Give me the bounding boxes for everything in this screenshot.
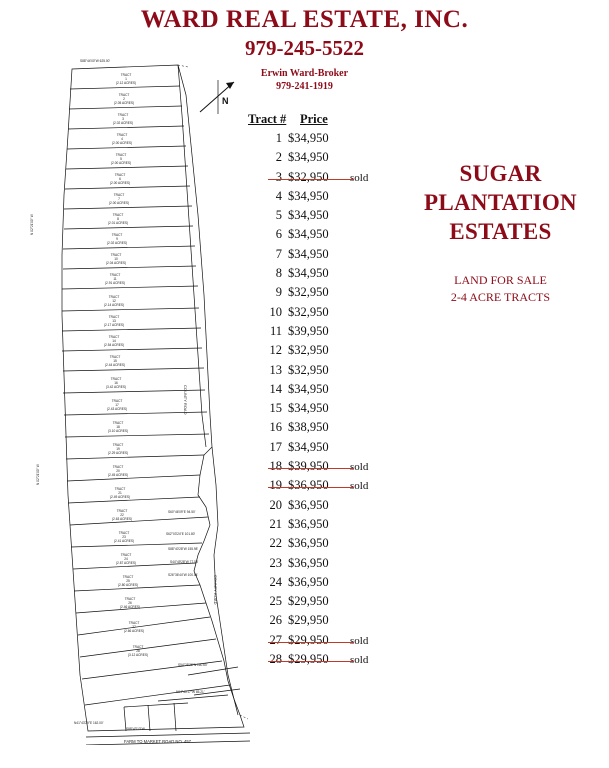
map-tract-word: TRACT xyxy=(110,253,122,257)
price-row xyxy=(248,517,398,536)
price-row-price: $29,950 xyxy=(288,632,329,647)
subdivision-subtitle-line1: LAND FOR SALE xyxy=(454,273,547,287)
map-callout: S44°49'28"W 77.54' xyxy=(170,560,199,564)
price-row xyxy=(248,536,398,555)
plat-map xyxy=(28,55,253,745)
price-row xyxy=(248,343,398,362)
subdivision-title-line2: PLANTATION xyxy=(424,189,577,215)
map-tract-word: TRACT xyxy=(113,193,125,197)
map-tract-acres: (2.17 ACRES) xyxy=(104,323,125,327)
map-tract-number: 16 xyxy=(114,381,118,385)
map-tract-number: 15 xyxy=(113,359,117,363)
map-tract-acres: (2.46 ACRES) xyxy=(120,605,141,609)
sold-label: sold xyxy=(350,480,369,493)
map-tract-word: TRACT xyxy=(112,465,124,469)
map-tract-acres: (2.05 ACRES) xyxy=(114,101,135,105)
map-tract-label xyxy=(108,213,128,225)
sold-label: sold xyxy=(350,461,369,474)
map-tract-number: 22 xyxy=(120,513,124,517)
map-callout: S62°03'24"E 101.80' xyxy=(166,532,196,536)
price-row-tract: 7 xyxy=(275,246,282,261)
sold-strikethrough xyxy=(268,179,354,180)
price-table xyxy=(248,112,398,671)
price-row xyxy=(248,363,398,382)
price-row-price: $39,950 xyxy=(288,459,329,474)
subdivision-title-line3: ESTATES xyxy=(449,218,552,244)
map-tract-word: TRACT xyxy=(108,335,120,339)
map-tract-number: 20 xyxy=(116,469,120,473)
map-tract-number: 24 xyxy=(124,557,128,561)
map-tract-number: 8 xyxy=(117,217,119,221)
price-row-tract: 16 xyxy=(269,420,282,435)
map-bearing-bottom-mid: S88°43'13"W xyxy=(126,727,145,731)
map-tract-number: 6 xyxy=(119,177,121,181)
map-tract-label xyxy=(108,421,128,433)
price-row-tract: 8 xyxy=(275,266,282,281)
price-row-price: $36,950 xyxy=(288,574,329,589)
map-tract-word: TRACT xyxy=(111,399,123,403)
map-tract-number: 3 xyxy=(122,117,124,121)
price-row-tract: 27 xyxy=(269,632,282,647)
map-tract-word: TRACT xyxy=(132,645,144,649)
map-tract-acres: (2.01 ACRES) xyxy=(108,221,129,225)
map-tract-label xyxy=(128,645,148,657)
price-row-tract: 25 xyxy=(269,594,282,609)
broker-phone: 979-241-1919 xyxy=(276,81,333,92)
map-tract-acres: (2.66 ACRES) xyxy=(124,629,145,633)
map-tract-label xyxy=(112,133,132,145)
map-tract-acres: (2.45 ACRES) xyxy=(108,473,129,477)
map-tract-word: TRACT xyxy=(114,487,126,491)
map-tract-label xyxy=(108,465,128,477)
map-tract-word: TRACT xyxy=(108,315,120,319)
price-row-tract: 13 xyxy=(269,362,282,377)
price-row xyxy=(248,324,398,343)
map-tract-word: TRACT xyxy=(114,173,126,177)
price-row xyxy=(248,556,398,575)
price-row-tract: 3 xyxy=(275,169,282,184)
map-tract-acres: (3.10 ACRES) xyxy=(108,429,129,433)
map-tract-number: 23 xyxy=(122,535,126,539)
price-row-price: $38,950 xyxy=(288,420,329,435)
sold-strikethrough xyxy=(268,468,354,469)
map-tract-number: 26 xyxy=(128,601,132,605)
price-row xyxy=(248,498,398,517)
map-tract-acres: (2.00 ACRES) xyxy=(112,141,133,145)
map-tract-acres: (2.02 ACRES) xyxy=(107,241,128,245)
map-tract-acres: (2.63 ACRES) xyxy=(112,517,133,521)
map-tract-label xyxy=(105,355,125,367)
map-tract-number: 19 xyxy=(116,447,120,451)
map-tract-label xyxy=(104,295,124,307)
map-tract-acres: (2.04 ACRES) xyxy=(106,261,127,265)
map-callout: S88°40'28"W 155.98' xyxy=(168,547,199,551)
map-tract-label xyxy=(108,443,128,455)
price-row-tract: 1 xyxy=(275,131,282,145)
price-row-tract: 26 xyxy=(269,613,282,628)
map-tract-acres: (2.87 ACRES) xyxy=(116,561,137,565)
price-row-price: $34,950 xyxy=(288,266,329,281)
price-row xyxy=(248,266,398,285)
map-tract-label xyxy=(107,399,127,411)
price-row xyxy=(248,285,398,304)
map-tract-word: TRACT xyxy=(118,531,130,535)
map-tract-word: TRACT xyxy=(112,421,124,425)
price-row xyxy=(248,652,398,671)
price-row xyxy=(248,382,398,401)
sold-strikethrough xyxy=(268,487,354,488)
price-row-tract: 28 xyxy=(269,652,282,667)
map-tract-word: TRACT xyxy=(110,377,122,381)
map-tract-label xyxy=(120,597,140,609)
price-row-price: $29,950 xyxy=(288,613,329,628)
map-tract-number: 17 xyxy=(115,403,119,407)
price-row xyxy=(248,305,398,324)
subdivision-title-line1: SUGAR xyxy=(459,161,542,186)
price-row-price: $36,950 xyxy=(288,497,329,512)
map-tract-acres: (2.29 ACRES) xyxy=(108,451,129,455)
sold-label: sold xyxy=(350,654,369,667)
price-row-tract: 20 xyxy=(269,497,282,512)
map-tract-acres: (2.43 ACRES) xyxy=(107,407,128,411)
price-row-tract: 9 xyxy=(275,285,282,300)
map-tract-acres: (2.00 ACRES) xyxy=(111,161,132,165)
price-row-tract: 22 xyxy=(269,536,282,551)
price-row xyxy=(248,401,398,420)
map-road-label-bottom: FARM TO MARKET ROAD NO. 457 xyxy=(124,739,192,744)
price-row-tract: 14 xyxy=(269,381,282,396)
north-label: N xyxy=(222,96,229,106)
map-tract-word: TRACT xyxy=(116,133,128,137)
map-tract-word: TRACT xyxy=(118,93,130,97)
map-tract-word: TRACT xyxy=(117,113,129,117)
map-tract-number: 1 xyxy=(125,77,127,81)
price-row xyxy=(248,170,398,189)
map-tract-word: TRACT xyxy=(109,355,121,359)
map-tract-label xyxy=(107,233,127,245)
price-row xyxy=(248,131,398,150)
map-tract-label xyxy=(114,93,134,105)
map-tract-label xyxy=(114,531,134,543)
price-row xyxy=(248,420,398,439)
map-tract-label xyxy=(106,377,126,389)
price-row xyxy=(248,227,398,246)
map-tract-acres: (2.12 ACRES) xyxy=(116,81,137,85)
subdivision-subtitle-line2: 2-4 ACRE TRACTS xyxy=(450,289,551,304)
price-table-body xyxy=(248,131,398,671)
subdivision-subtitle xyxy=(398,272,603,306)
map-tract-acres: (2.80 ACRES) xyxy=(118,583,139,587)
price-row xyxy=(248,633,398,652)
price-row-tract: 5 xyxy=(275,208,282,223)
price-row-tract: 4 xyxy=(275,188,282,203)
map-tract-number: 7 xyxy=(118,197,120,201)
map-bearing-bottom-left: N41°43'29"E 162.00' xyxy=(74,721,104,725)
map-tract-label xyxy=(113,113,133,125)
map-tract-word: TRACT xyxy=(109,273,121,277)
map-tract-word: TRACT xyxy=(120,553,132,557)
map-tract-label xyxy=(116,553,136,565)
company-name: WARD REAL ESTATE, INC. xyxy=(140,6,469,33)
map-tract-label xyxy=(110,487,130,499)
price-row xyxy=(248,459,398,478)
price-row-price: $32,950 xyxy=(288,362,329,377)
price-row-tract: 11 xyxy=(269,323,282,338)
map-tract-number: 9 xyxy=(116,237,118,241)
price-row xyxy=(248,189,398,208)
map-tract-number: 4 xyxy=(121,137,123,141)
subdivision-title xyxy=(398,160,603,246)
map-tract-number: 10 xyxy=(114,257,118,261)
price-row-price: $36,950 xyxy=(288,516,329,531)
map-tract-label xyxy=(106,253,126,265)
map-bearing-top: S88°44'00"W 625.00' xyxy=(80,59,111,63)
map-tract-number: 21 xyxy=(118,491,122,495)
broker-name: Erwin Ward-Broker xyxy=(260,67,349,79)
price-row-price: $29,950 xyxy=(288,652,329,667)
map-tract-acres: (2.14 ACRES) xyxy=(104,303,125,307)
map-road-label-upper: COUNTY ROAD xyxy=(183,385,188,415)
price-row-tract: 19 xyxy=(269,478,282,493)
map-tract-label xyxy=(109,193,129,205)
map-tract-word: TRACT xyxy=(120,73,132,77)
plat-map-drawing xyxy=(28,55,253,745)
map-tract-acres: (3.12 ACRES) xyxy=(128,653,149,657)
price-row-price: $32,950 xyxy=(288,169,329,184)
map-tract-number: 28 xyxy=(136,649,140,653)
map-callout: N64°45'17"W 85.21' xyxy=(176,690,205,694)
map-tract-number: 13 xyxy=(112,319,116,323)
company-phone: 979-245-5522 xyxy=(245,35,364,60)
map-tract-label xyxy=(116,73,136,85)
map-tract-number: 14 xyxy=(112,339,116,343)
column-header-tract: Tract # xyxy=(248,112,287,126)
price-row-price: $34,950 xyxy=(288,381,329,396)
map-road-label-lower: COUNTY ROAD xyxy=(213,575,218,605)
map-callout: S60°46'09"E 94.50' xyxy=(168,510,196,514)
price-row xyxy=(248,150,398,169)
map-tract-acres: (2.02 ACRES) xyxy=(113,121,134,125)
price-row-tract: 24 xyxy=(269,574,282,589)
price-row-price: $29,950 xyxy=(288,594,329,609)
map-tract-word: TRACT xyxy=(124,597,136,601)
sold-strikethrough xyxy=(268,642,354,643)
sold-label: sold xyxy=(350,634,369,647)
price-row-tract: 6 xyxy=(275,227,282,242)
map-tract-number: 5 xyxy=(120,157,122,161)
price-row-tract: 2 xyxy=(275,150,282,165)
map-tract-acres: (2.54 ACRES) xyxy=(104,343,125,347)
price-row-price: $34,950 xyxy=(288,208,329,223)
price-row xyxy=(248,575,398,594)
price-row xyxy=(248,440,398,459)
map-tract-word: TRACT xyxy=(122,575,134,579)
map-tract-label xyxy=(112,509,132,521)
price-row-price: $36,950 xyxy=(288,536,329,551)
map-tract-label xyxy=(124,621,144,633)
price-row-tract: 10 xyxy=(269,304,282,319)
price-row-tract: 23 xyxy=(269,555,282,570)
price-row xyxy=(248,594,398,613)
map-callout: S54°25'26"N 160.60' xyxy=(178,663,208,667)
price-row-price: $34,950 xyxy=(288,227,329,242)
price-row-price: $34,950 xyxy=(288,150,329,165)
price-row-price: $34,950 xyxy=(288,401,329,416)
price-row xyxy=(248,478,398,497)
map-tract-word: TRACT xyxy=(116,509,128,513)
map-tract-word: TRACT xyxy=(111,233,123,237)
map-tract-label xyxy=(104,335,124,347)
map-tract-number: 11 xyxy=(113,277,117,281)
price-row-price: $32,950 xyxy=(288,285,329,300)
map-tract-word: TRACT xyxy=(128,621,140,625)
price-row-price: $34,950 xyxy=(288,188,329,203)
map-bearing-left-lower: N 02°21'00" W xyxy=(36,464,40,485)
map-tract-number: 25 xyxy=(126,579,130,583)
map-tract-number: 2 xyxy=(123,97,125,101)
map-tract-word: TRACT xyxy=(108,295,120,299)
price-table-header xyxy=(248,112,398,127)
price-row-price: $34,950 xyxy=(288,246,329,261)
price-row-tract: 21 xyxy=(269,516,282,531)
map-tract-word: TRACT xyxy=(112,443,124,447)
map-tract-acres: (2.44 ACRES) xyxy=(105,363,126,367)
price-row-tract: 15 xyxy=(269,401,282,416)
price-row-price: $36,950 xyxy=(288,478,329,493)
map-tract-number: 12 xyxy=(112,299,116,303)
map-tract-acres: (3.42 ACRES) xyxy=(106,385,127,389)
price-row-price: $34,950 xyxy=(288,439,329,454)
map-tract-acres: (2.00 ACRES) xyxy=(109,201,130,205)
map-tract-word: TRACT xyxy=(115,153,127,157)
price-row-price: $36,950 xyxy=(288,555,329,570)
sold-label: sold xyxy=(350,171,369,184)
price-row-tract: 18 xyxy=(269,459,282,474)
map-tract-label xyxy=(118,575,138,587)
map-tract-label xyxy=(111,153,131,165)
map-tract-word: TRACT xyxy=(112,213,124,217)
price-row-tract: 17 xyxy=(269,439,282,454)
map-bearing-left-upper: N 02°21'00" W xyxy=(30,214,34,235)
map-tract-acres: (2.41 ACRES) xyxy=(114,539,135,543)
column-header-price: Price xyxy=(300,112,328,126)
map-tract-number: 27 xyxy=(132,625,136,629)
price-row-tract: 12 xyxy=(269,343,282,358)
price-row-price: $34,950 xyxy=(288,131,329,145)
price-row-price: $39,950 xyxy=(288,323,329,338)
price-row xyxy=(248,613,398,632)
map-tract-acres: (2.91 ACRES) xyxy=(105,281,126,285)
price-row-price: $32,950 xyxy=(288,304,329,319)
map-tract-acres: (2.00 ACRES) xyxy=(110,181,131,185)
map-tract-number: 18 xyxy=(116,425,120,429)
price-row-price: $32,950 xyxy=(288,343,329,358)
map-tract-label xyxy=(110,173,130,185)
map-tract-label xyxy=(105,273,125,285)
map-callout: S26°36'44"W 100.54' xyxy=(168,573,199,577)
sold-strikethrough xyxy=(268,661,354,662)
price-row xyxy=(248,247,398,266)
map-tract-label xyxy=(104,315,124,327)
map-tract-acres: (2.49 ACRES) xyxy=(110,495,131,499)
price-row xyxy=(248,208,398,227)
